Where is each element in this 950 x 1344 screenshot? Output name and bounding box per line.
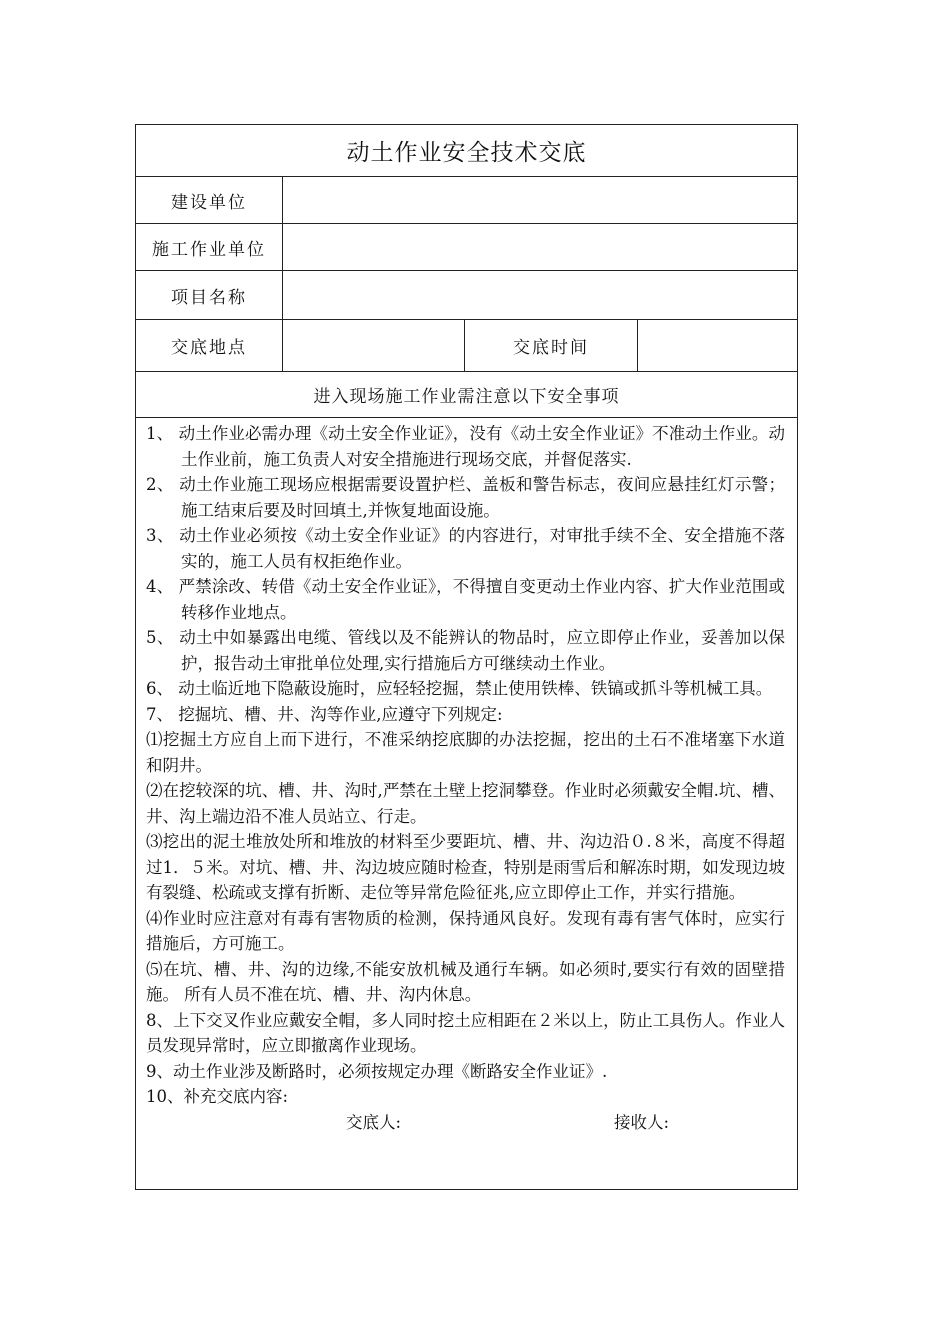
location-field[interactable] [283, 320, 465, 371]
time-label: 交底时间 [465, 320, 638, 371]
construction-unit-row [136, 177, 797, 224]
safety-item-9: 9、动土作业涉及断路时，必须按规定办理《断路安全作业证》. [146, 1061, 608, 1081]
receiver-label: 接收人: [614, 1112, 670, 1132]
project-name-label: 项目名称 [136, 271, 283, 319]
work-unit-field[interactable] [283, 224, 797, 270]
notice-heading: 进入现场施工作业需注意以下安全事项 [136, 372, 797, 418]
project-name-row [136, 271, 797, 320]
safety-items [136, 418, 797, 1189]
sub-item-2: ⑵在挖较深的坑、槽、井、沟时,严禁在土壁上挖洞攀登。作业时必须戴安全帽.坑、槽、井、沟上端边沿不准人员站立、行走。 [146, 781, 785, 826]
safety-item-10: 10、补充交底内容: [146, 1087, 289, 1106]
project-name-field[interactable] [283, 271, 797, 319]
sub-item-4: ⑷作业时应注意对有毒有害物质的检测，保持通风良好。发现有毒有害气体时，应实行措施后，方可施工。 [146, 908, 785, 953]
safety-item-6: 6、 动土临近地下隐蔽设施时，应轻轻挖掘，禁止使用铁棒、铁镐或抓斗等机械工具。 [146, 679, 773, 698]
construction-unit-field[interactable] [283, 177, 797, 223]
construction-unit-label: 建设单位 [136, 177, 283, 223]
signature-line [146, 1110, 785, 1135]
giver-label: 交底人: [346, 1112, 402, 1132]
safety-item-1: 1、 动土作业必需办理《动土安全作业证》，没有《动土安全作业证》不准动土作业。动土作业前，施工负责人对安全措施进行现场交底，并督促落实. [146, 424, 785, 469]
safety-item-3: 3、 动土作业必须按《动土安全作业证》的内容进行，对审批手续不全、安全措施不落实的，施工人员有权拒绝作业。 [146, 526, 785, 571]
sub-item-1: ⑴挖掘土方应自上而下进行，不准采纳挖底脚的办法挖掘，挖出的土石不准堵塞下水道和阴井。 [146, 730, 785, 775]
safety-item-5: 5、 动土中如暴露出电缆、管线以及不能辨认的物品时，应立即停止作业，妥善加以保护，报告动土审批单位处理,实行措施后方可继续动土作业。 [146, 628, 785, 673]
safety-item-4: 4、 严禁涂改、转借《动土安全作业证》，不得擅自变更动土作业内容、扩大作业范围或转移作业地点。 [146, 577, 785, 622]
location-label: 交底地点 [136, 320, 283, 371]
sub-item-5: ⑸在坑、槽、井、沟的边缘,不能安放机械及通行车辆。如必须时,要实行有效的固壁措施。 所有人员不准在坑、槽、井、沟内休息。 [146, 959, 785, 1004]
form-title: 动土作业安全技术交底 [136, 125, 797, 177]
time-field[interactable] [638, 320, 797, 371]
work-unit-label: 施工作业单位 [136, 224, 283, 270]
location-time-row [136, 320, 797, 372]
sub-item-3: ⑶挖出的泥土堆放处所和堆放的材料至少要距坑、槽、井、沟边沿０.８米，高度不得超过1．５米。对坑、槽、井、沟边坡应随时检查，特别是雨雪后和解冻时期，如发现边坡有裂缝、松疏或支撑有折断、走位等异常危险征兆,应立即停止工作，并实行措施。 [146, 832, 785, 902]
safety-item-2: 2、 动土作业施工现场应根据需要设置护栏、盖板和警告标志，夜间应悬挂红灯示警；施工结束后要及时回填土,并恢复地面设施。 [146, 475, 785, 520]
safety-item-7: 7、 挖掘坑、槽、井、沟等作业,应遵守下列规定: [146, 704, 503, 724]
safety-item-8: 8、上下交叉作业应戴安全帽，多人同时挖土应相距在２米以上，防止工具伤人。作业人员发现异常时，应立即撤离作业现场。 [146, 1010, 785, 1055]
safety-briefing-form [135, 124, 798, 1190]
work-unit-row [136, 224, 797, 271]
